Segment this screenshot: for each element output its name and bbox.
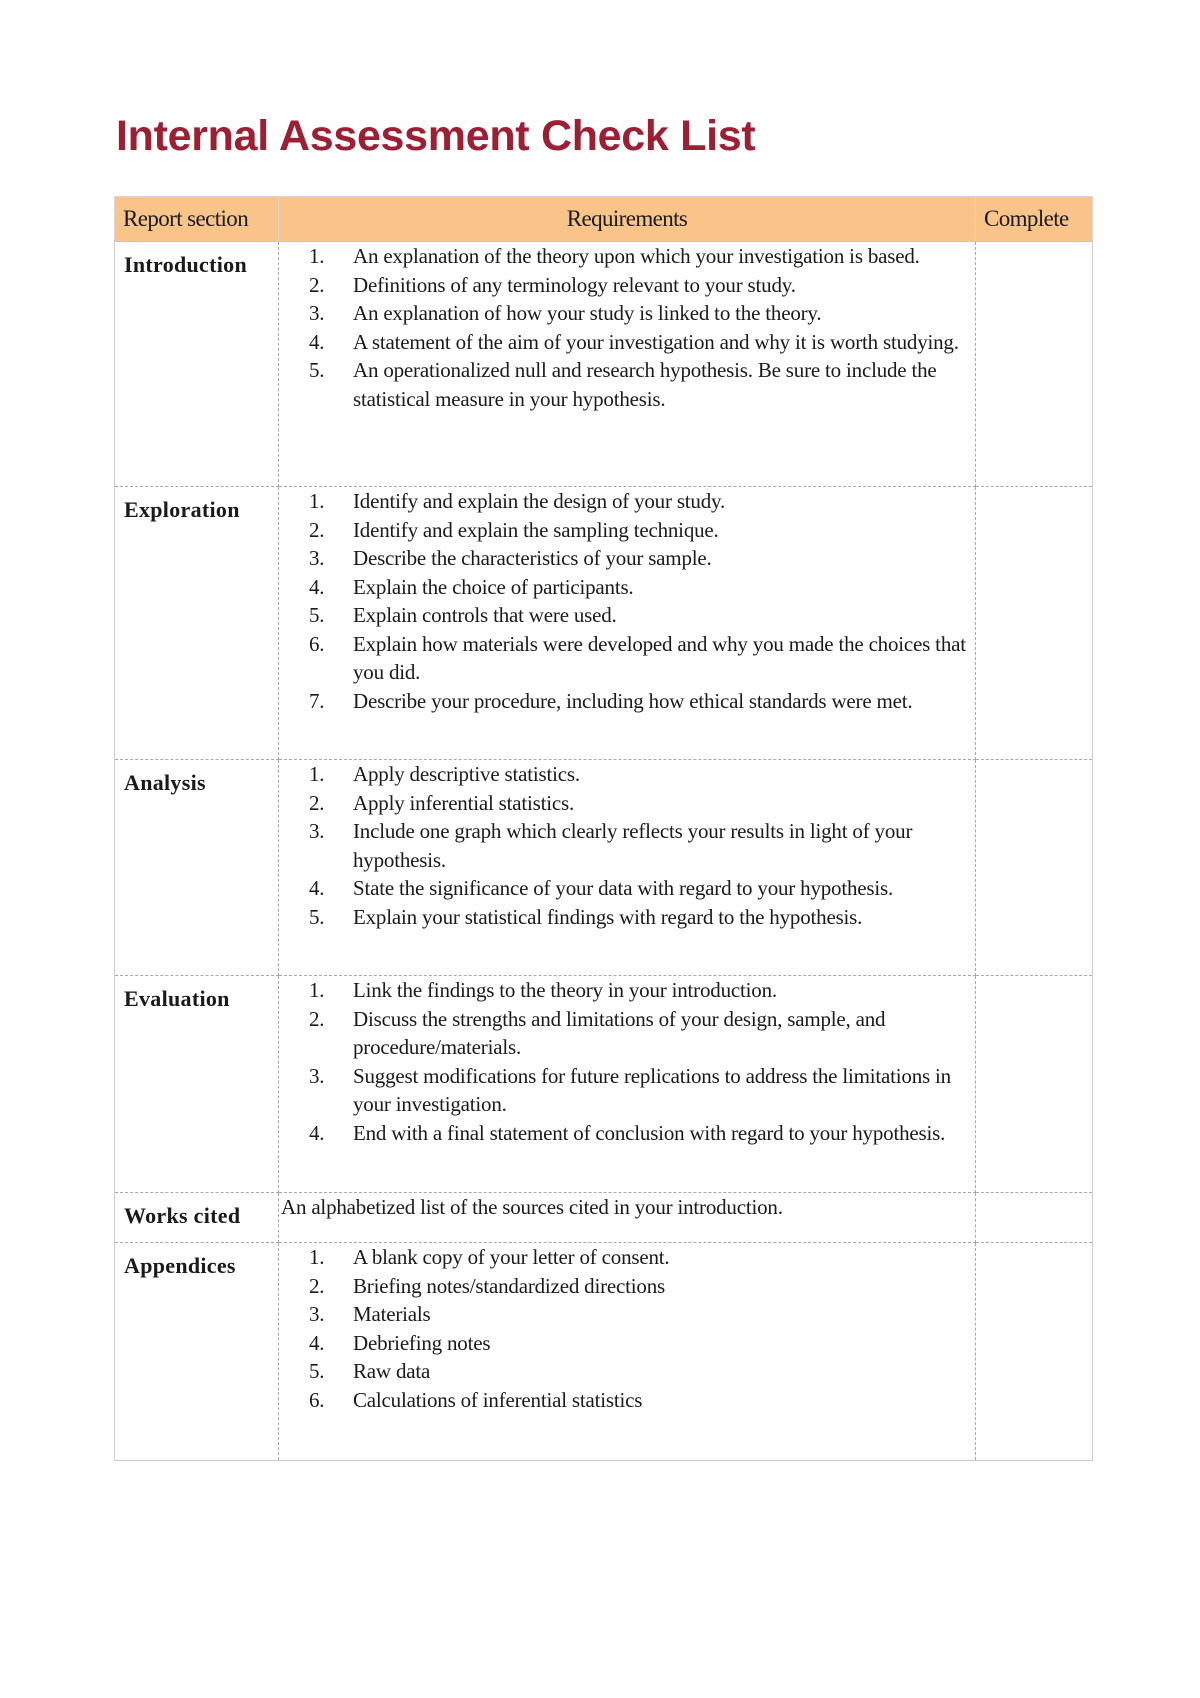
list-item <box>279 242 975 271</box>
list-item <box>279 1300 975 1329</box>
item-text: Include one graph which clearly reflects your results in light of your hypothesis. <box>353 819 913 872</box>
section-label: Evaluation <box>124 986 230 1011</box>
item-number: 6. <box>309 631 325 656</box>
list-item <box>279 516 975 545</box>
list-item <box>279 789 975 818</box>
complete-cell[interactable] <box>976 976 1093 1193</box>
item-number: 6. <box>309 1387 325 1412</box>
item-text: Suggest modifications for future replications to address the limitations in your investigation. <box>353 1063 951 1116</box>
item-number: 1. <box>309 762 325 786</box>
item-number: 3. <box>309 301 325 325</box>
complete-cell[interactable] <box>976 1193 1093 1243</box>
section-cell <box>115 1193 279 1243</box>
header-requirements: Requirements <box>279 197 976 242</box>
list-item <box>279 1119 975 1148</box>
section-label: Works cited <box>124 1203 241 1228</box>
item-text: A statement of the aim of your investigation and why it is worth studying. <box>353 329 959 354</box>
section-label: Appendices <box>124 1253 236 1278</box>
item-number: 4. <box>309 876 325 900</box>
item-number: 1. <box>309 489 325 513</box>
item-number: 4. <box>309 1120 325 1145</box>
item-text: State the significance of your data with regard to your hypothesis. <box>353 876 894 900</box>
item-text: Calculations of inferential statistics <box>353 1387 643 1412</box>
requirements-cell <box>279 760 976 976</box>
section-cell <box>115 487 279 760</box>
requirements-list <box>279 760 975 931</box>
table-row-appendices <box>115 1243 1093 1461</box>
item-text: Link the findings to the theory in your introduction. <box>353 978 777 1002</box>
item-number: 2. <box>309 1273 325 1298</box>
list-item <box>279 1272 975 1301</box>
list-item <box>279 299 975 328</box>
item-text: Identify and explain the sampling technique. <box>353 517 719 542</box>
item-number: 3. <box>309 1063 325 1088</box>
item-number: 5. <box>309 603 325 627</box>
item-number: 5. <box>309 904 325 929</box>
item-number: 4. <box>309 574 325 599</box>
section-label: Introduction <box>124 252 247 277</box>
table-row-evaluation <box>115 976 1093 1193</box>
section-label: Analysis <box>124 770 206 795</box>
list-item <box>279 903 975 932</box>
checklist-table <box>114 196 1093 1461</box>
page-title: Internal Assessment Check List <box>116 112 756 160</box>
item-text: Materials <box>353 1302 431 1326</box>
item-number: 2. <box>309 272 325 297</box>
item-number: 1. <box>309 1245 325 1269</box>
list-item <box>279 573 975 602</box>
requirements-cell <box>279 487 976 760</box>
header-complete: Complete <box>976 197 1093 242</box>
item-text: Explain the choice of participants. <box>353 574 634 599</box>
list-item <box>279 544 975 573</box>
item-number: 4. <box>309 1330 325 1355</box>
list-item <box>279 687 975 716</box>
requirements-list <box>279 1243 975 1414</box>
requirements-cell <box>279 242 976 487</box>
item-text: Raw data <box>353 1359 431 1383</box>
list-item <box>279 601 975 630</box>
item-number: 3. <box>309 546 325 570</box>
item-number: 5. <box>309 1359 325 1383</box>
section-cell <box>115 760 279 976</box>
item-text: Briefing notes/standardized directions <box>353 1273 665 1298</box>
requirements-list <box>279 242 975 413</box>
item-number: 2. <box>309 790 325 815</box>
item-number: 1. <box>309 978 325 1002</box>
list-item <box>279 328 975 357</box>
section-label: Exploration <box>124 497 240 522</box>
item-text: Discuss the strengths and limitations of your design, sample, and procedure/materials. <box>353 1006 886 1059</box>
list-item <box>279 976 975 1005</box>
item-text: Apply descriptive statistics. <box>353 762 580 786</box>
complete-cell[interactable] <box>976 760 1093 976</box>
item-number: 2. <box>309 517 325 542</box>
header-row <box>115 197 1093 242</box>
item-number: 3. <box>309 819 325 843</box>
item-text: Explain controls that were used. <box>353 603 617 627</box>
requirements-cell <box>279 1243 976 1461</box>
item-text: A blank copy of your letter of consent. <box>353 1245 670 1269</box>
list-item <box>279 874 975 903</box>
complete-cell[interactable] <box>976 242 1093 487</box>
table-row-exploration <box>115 487 1093 760</box>
item-text: An operationalized null and research hypothesis. Be sure to include the statistical measure in your hypothesis. <box>353 358 937 411</box>
list-item <box>279 271 975 300</box>
complete-cell[interactable] <box>976 487 1093 760</box>
item-number: 2. <box>309 1006 325 1031</box>
table-row-analysis <box>115 760 1093 976</box>
list-item <box>279 1329 975 1358</box>
requirements-list <box>279 487 975 715</box>
item-number: 7. <box>309 688 325 713</box>
section-cell <box>115 1243 279 1461</box>
table-row-works-cited <box>115 1193 1093 1243</box>
section-cell <box>115 242 279 487</box>
item-number: 5. <box>309 358 325 382</box>
item-text: Apply inferential statistics. <box>353 790 575 815</box>
item-text: Describe your procedure, including how ethical standards were met. <box>353 688 913 713</box>
item-text: Explain your statistical findings with regard to the hypothesis. <box>353 904 863 929</box>
item-text: Definitions of any terminology relevant to your study. <box>353 272 796 297</box>
item-number: 4. <box>309 329 325 354</box>
list-item <box>279 356 975 413</box>
list-item <box>279 1243 975 1272</box>
item-text: Describe the characteristics of your sample. <box>353 546 712 570</box>
table-header <box>115 197 1093 242</box>
requirement-text: An alphabetized list of the sources cited in your introduction. <box>281 1195 783 1219</box>
section-cell <box>115 976 279 1193</box>
item-text: An explanation of the theory upon which your investigation is based. <box>353 244 920 268</box>
table-row-introduction <box>115 242 1093 487</box>
list-item <box>279 1005 975 1062</box>
requirements-cell <box>279 1193 976 1243</box>
complete-cell[interactable] <box>976 1243 1093 1461</box>
list-item <box>279 630 975 687</box>
list-item <box>279 1357 975 1386</box>
item-text: Explain how materials were developed and why you made the choices that you did. <box>353 631 966 684</box>
item-number: 3. <box>309 1302 325 1326</box>
item-text: Debriefing notes <box>353 1330 491 1355</box>
list-item <box>279 1062 975 1119</box>
item-number: 1. <box>309 244 325 268</box>
list-item <box>279 1386 975 1415</box>
requirements-cell <box>279 976 976 1193</box>
item-text: End with a final statement of conclusion with regard to your hypothesis. <box>353 1120 946 1145</box>
list-item <box>279 487 975 516</box>
header-report-section: Report section <box>115 197 279 242</box>
requirements-list <box>279 976 975 1147</box>
item-text: Identify and explain the design of your study. <box>353 489 726 513</box>
list-item <box>279 817 975 874</box>
list-item <box>279 760 975 789</box>
item-text: An explanation of how your study is linked to the theory. <box>353 301 822 325</box>
